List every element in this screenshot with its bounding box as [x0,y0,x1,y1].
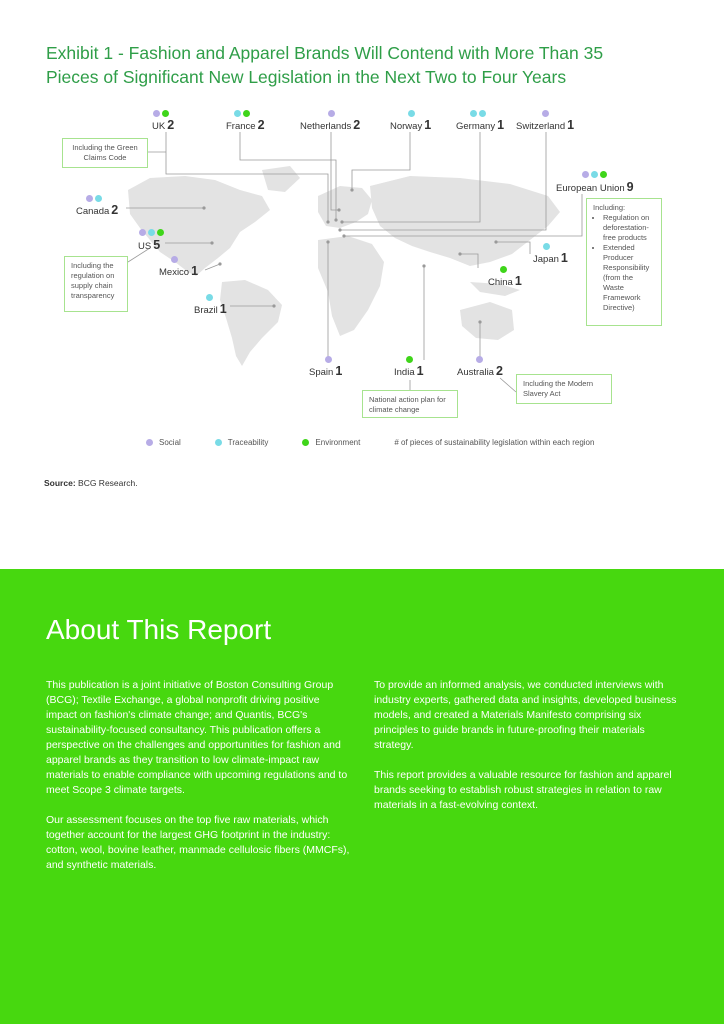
about-paragraph: This publication is a joint initiative of Boston Consulting Group (BCG); Textile Exchange, a global nonprofit driving positive impact on fashion's climate change; and Quantis, BCG's sustainability-focused consultancy. This publication offers a perspective on the challenges and opportunities for fashion and apparel brands as they transition to low climate-impact raw materials to enable compliance with upcoming regulations and to meet Scope 3 climate targets. [46,679,348,796]
callout-eu-heading: Including: [593,203,626,212]
about-paragraph: To provide an informed analysis, we conducted interviews with industry experts, gathered data and insights, developed business models, and created a Materials Manifesto comprising six principles to guide brands in future-proofing their materials strategy. [374,679,677,751]
map-australia [460,302,514,340]
country-germany: Germany 1 [456,118,505,132]
callout-uk: Including the Green Claims Code [62,138,148,168]
country-eu: European Union 9 [556,180,634,194]
legend-note: # of pieces of sustainability legislation within each region [394,438,595,447]
legend-social-dot [146,439,153,446]
country-brazil: Brazil 1 [194,302,227,316]
leader-australia-callout [500,378,516,392]
legend-environment-dot [302,439,309,446]
country-spain: Spain 1 [309,364,343,378]
country-us: US 5 [138,238,161,252]
source-note: Source: BCG Research. [44,478,138,488]
country-netherlands: Netherlands 2 [300,118,361,132]
country-australia: Australia 2 [457,364,503,378]
legend-social: Social [146,438,181,447]
callout-australia: Including the Modern Slavery Act [516,374,612,404]
dots-eu [582,171,607,180]
about-title: About This Report [46,614,272,645]
country-uk: UK 2 [152,118,175,132]
map-greenland [262,166,300,192]
legend-traceability: Traceability [215,438,269,447]
about-paragraph: Our assessment focuses on the top five raw materials, which together account for the largest GHG footprint in the industry: cotton, wool, bovine leather, manmade cellulosic fibers (MMCFs), and synthetic materials. [46,814,350,871]
country-china: China 1 [488,274,522,288]
country-norway: Norway 1 [390,118,432,132]
map-north-america [128,176,270,276]
about-column-right [374,678,680,828]
map-asia [370,176,560,266]
legend-traceability-dot [215,439,222,446]
about-column-left [46,678,352,888]
callout-eu-item: • Regulation on deforestation-free products [603,213,655,243]
country-japan: Japan 1 [533,251,568,265]
legend [146,438,594,447]
callout-eu-item: • Extended Producer Responsibility (from the Waste Framework Directive) [603,243,655,313]
map-south-america [220,280,282,366]
dots-us [139,229,164,238]
exhibit-title-line1: Exhibit 1 - Fashion and Apparel Brands Will Contend with More Than 35 [46,43,604,63]
callout-india: National action plan for climate change [362,390,458,418]
country-mexico: Mexico 1 [159,264,199,278]
legend-environment: Environment [302,438,360,447]
country-canada: Canada 2 [76,203,119,217]
callout-us: Including the regulation on supply chain transparency [64,256,128,312]
country-india: India 1 [394,364,424,378]
exhibit-title-line2: Pieces of Significant New Legislation in the Next Two to Four Years [46,67,567,87]
about-paragraph: This report provides a valuable resource for fashion and apparel brands seeking to establish robust strategies in relation to raw materials in a fast-evolving context. [374,769,672,811]
country-switzerland: Switzerland 1 [516,118,575,132]
callout-eu [586,198,662,326]
country-france: France 2 [226,118,265,132]
callout-eu-list [593,213,655,313]
